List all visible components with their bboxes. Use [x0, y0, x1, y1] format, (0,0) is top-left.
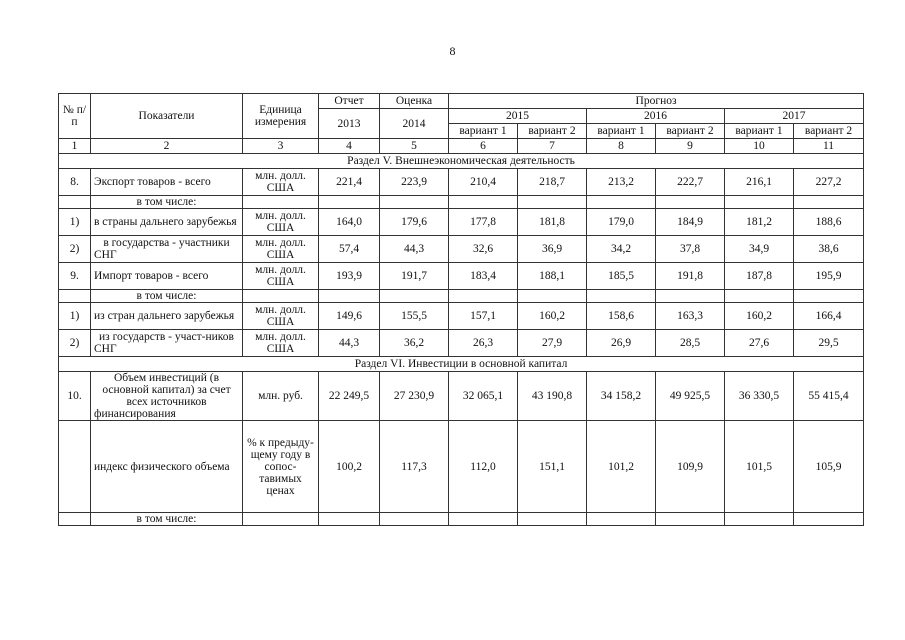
- value-cell: [518, 290, 587, 303]
- subheading-label: в том числе:: [91, 196, 243, 209]
- value-cell: 210,4: [449, 169, 518, 196]
- header-year-2013: 2013: [319, 109, 380, 139]
- value-cell: 22 249,5: [319, 372, 380, 421]
- header-row-1: [59, 94, 864, 109]
- column-number: 9: [656, 139, 725, 154]
- value-cell: 218,7: [518, 169, 587, 196]
- value-cell: 36,2: [380, 330, 449, 357]
- unit: млн. долл. США: [243, 236, 319, 263]
- value-cell: [587, 196, 656, 209]
- table-row: [59, 372, 864, 421]
- value-cell: 27,6: [725, 330, 794, 357]
- value-cell: [380, 290, 449, 303]
- indicator-name: в страны дальнего зарубежья: [91, 209, 243, 236]
- value-cell: 216,1: [725, 169, 794, 196]
- value-cell: 26,9: [587, 330, 656, 357]
- value-cell: 213,2: [587, 169, 656, 196]
- unit-cell: [243, 513, 319, 526]
- header-variant: вариант 2: [518, 124, 587, 139]
- unit: млн. долл. США: [243, 263, 319, 290]
- value-cell: 26,3: [449, 330, 518, 357]
- value-cell: 157,1: [449, 303, 518, 330]
- value-cell: [725, 290, 794, 303]
- header-forecast: Прогноз: [449, 94, 864, 109]
- subheading-row: [59, 196, 864, 209]
- unit: млн. долл. США: [243, 169, 319, 196]
- row-number: 1): [59, 303, 91, 330]
- value-cell: 191,8: [656, 263, 725, 290]
- value-cell: 36,9: [518, 236, 587, 263]
- section-title: Раздел V. Внешнеэкономическая деятельность: [59, 154, 864, 169]
- value-cell: 57,4: [319, 236, 380, 263]
- header-variant: вариант 1: [449, 124, 518, 139]
- column-number: 6: [449, 139, 518, 154]
- value-cell: 55 415,4: [794, 372, 864, 421]
- value-cell: 188,1: [518, 263, 587, 290]
- section-row: [59, 154, 864, 169]
- subheading-label: в том числе:: [91, 290, 243, 303]
- indicator-name: Объем инвестиций (в основной капитал) за счет всех источников финансирования: [91, 372, 243, 421]
- value-cell: 183,4: [449, 263, 518, 290]
- header-variant: вариант 2: [794, 124, 864, 139]
- value-cell: 117,3: [380, 421, 449, 513]
- table-row: [59, 209, 864, 236]
- column-number-row: [59, 139, 864, 154]
- row-number-cell: [59, 513, 91, 526]
- value-cell: 179,6: [380, 209, 449, 236]
- value-cell: 185,5: [587, 263, 656, 290]
- row-number: 2): [59, 330, 91, 357]
- subheading-label: в том числе:: [91, 513, 243, 526]
- header-variant: вариант 2: [656, 124, 725, 139]
- value-cell: 38,6: [794, 236, 864, 263]
- value-cell: 158,6: [587, 303, 656, 330]
- indicator-name: из стран дальнего зарубежья: [91, 303, 243, 330]
- unit-cell: [243, 196, 319, 209]
- value-cell: 195,9: [794, 263, 864, 290]
- value-cell: 151,1: [518, 421, 587, 513]
- header-variant: вариант 1: [725, 124, 794, 139]
- value-cell: [794, 513, 864, 526]
- value-cell: [656, 513, 725, 526]
- value-cell: [518, 513, 587, 526]
- column-number: 3: [243, 139, 319, 154]
- value-cell: [380, 196, 449, 209]
- indicator-name: в государства - участники СНГ: [91, 236, 243, 263]
- value-cell: 34,2: [587, 236, 656, 263]
- row-number-cell: [59, 196, 91, 209]
- row-number: 9.: [59, 263, 91, 290]
- table-row: [59, 303, 864, 330]
- value-cell: 29,5: [794, 330, 864, 357]
- value-cell: 27,9: [518, 330, 587, 357]
- value-cell: [319, 196, 380, 209]
- value-cell: 27 230,9: [380, 372, 449, 421]
- header-year-2016: 2016: [587, 109, 725, 124]
- value-cell: 149,6: [319, 303, 380, 330]
- value-cell: 100,2: [319, 421, 380, 513]
- row-number: 1): [59, 209, 91, 236]
- section-title: Раздел VI. Инвестиции в основной капитал: [59, 357, 864, 372]
- value-cell: 49 925,5: [656, 372, 725, 421]
- value-cell: 36 330,5: [725, 372, 794, 421]
- value-cell: [518, 196, 587, 209]
- investment-block: [59, 372, 864, 526]
- row-number: 8.: [59, 169, 91, 196]
- value-cell: 187,8: [725, 263, 794, 290]
- export-import-block: [59, 169, 864, 357]
- value-cell: 34,9: [725, 236, 794, 263]
- header-variant: вариант 1: [587, 124, 656, 139]
- table-row: [59, 169, 864, 196]
- table-row: [59, 263, 864, 290]
- value-cell: [794, 196, 864, 209]
- value-cell: 177,8: [449, 209, 518, 236]
- value-cell: 164,0: [319, 209, 380, 236]
- indicator-name: индекс физического объема: [91, 421, 243, 513]
- header-estimate: Оценка: [380, 94, 449, 109]
- value-cell: 223,9: [380, 169, 449, 196]
- header-no: № п/п: [59, 94, 91, 139]
- value-cell: [794, 290, 864, 303]
- value-cell: 181,2: [725, 209, 794, 236]
- column-number: 1: [59, 139, 91, 154]
- unit-cell: [243, 290, 319, 303]
- table-row: [59, 330, 864, 357]
- section-row: [59, 357, 864, 372]
- table-row: [59, 236, 864, 263]
- value-cell: [587, 290, 656, 303]
- row-number: 10.: [59, 372, 91, 421]
- unit: млн. долл. США: [243, 330, 319, 357]
- value-cell: [449, 290, 518, 303]
- row-number: 2): [59, 236, 91, 263]
- unit: млн. долл. США: [243, 209, 319, 236]
- value-cell: [319, 513, 380, 526]
- value-cell: [587, 513, 656, 526]
- value-cell: 163,3: [656, 303, 725, 330]
- value-cell: 105,9: [794, 421, 864, 513]
- header-year-2017: 2017: [725, 109, 864, 124]
- value-cell: 227,2: [794, 169, 864, 196]
- column-number: 11: [794, 139, 864, 154]
- row-number: [59, 421, 91, 513]
- subheading-row: [59, 513, 864, 526]
- value-cell: 109,9: [656, 421, 725, 513]
- value-cell: 43 190,8: [518, 372, 587, 421]
- header-year-2015: 2015: [449, 109, 587, 124]
- value-cell: 193,9: [319, 263, 380, 290]
- subheading-row: [59, 290, 864, 303]
- page-number: 8: [449, 44, 456, 58]
- unit: % к предыду-щему году в сопос-тавимых ценах: [243, 421, 319, 513]
- row-number-cell: [59, 290, 91, 303]
- header-indicators: Показатели: [91, 94, 243, 139]
- column-number: 8: [587, 139, 656, 154]
- indicator-name: Импорт товаров - всего: [91, 263, 243, 290]
- value-cell: 37,8: [656, 236, 725, 263]
- value-cell: 155,5: [380, 303, 449, 330]
- value-cell: 44,3: [319, 330, 380, 357]
- value-cell: 191,7: [380, 263, 449, 290]
- value-cell: [380, 513, 449, 526]
- header-year-2014: 2014: [380, 109, 449, 139]
- value-cell: 101,5: [725, 421, 794, 513]
- forecast-table: [58, 93, 864, 526]
- header-unit: Единица измерения: [243, 94, 319, 139]
- value-cell: 28,5: [656, 330, 725, 357]
- value-cell: [725, 196, 794, 209]
- value-cell: 44,3: [380, 236, 449, 263]
- value-cell: 32 065,1: [449, 372, 518, 421]
- value-cell: 179,0: [587, 209, 656, 236]
- value-cell: 34 158,2: [587, 372, 656, 421]
- value-cell: 188,6: [794, 209, 864, 236]
- header-report: Отчет: [319, 94, 380, 109]
- value-cell: [319, 290, 380, 303]
- value-cell: 160,2: [725, 303, 794, 330]
- value-cell: [656, 196, 725, 209]
- column-number: 7: [518, 139, 587, 154]
- column-number: 5: [380, 139, 449, 154]
- value-cell: [449, 513, 518, 526]
- value-cell: 181,8: [518, 209, 587, 236]
- indicator-name: из государств - участ-ников СНГ: [91, 330, 243, 357]
- column-number: 10: [725, 139, 794, 154]
- value-cell: 184,9: [656, 209, 725, 236]
- column-number: 4: [319, 139, 380, 154]
- column-number: 2: [91, 139, 243, 154]
- value-cell: 112,0: [449, 421, 518, 513]
- unit: млн. долл. США: [243, 303, 319, 330]
- value-cell: [449, 196, 518, 209]
- table-row: [59, 421, 864, 513]
- value-cell: 32,6: [449, 236, 518, 263]
- indicator-name: Экспорт товаров - всего: [91, 169, 243, 196]
- value-cell: [725, 513, 794, 526]
- value-cell: 222,7: [656, 169, 725, 196]
- value-cell: [656, 290, 725, 303]
- value-cell: 166,4: [794, 303, 864, 330]
- unit: млн. руб.: [243, 372, 319, 421]
- value-cell: 160,2: [518, 303, 587, 330]
- value-cell: 221,4: [319, 169, 380, 196]
- value-cell: 101,2: [587, 421, 656, 513]
